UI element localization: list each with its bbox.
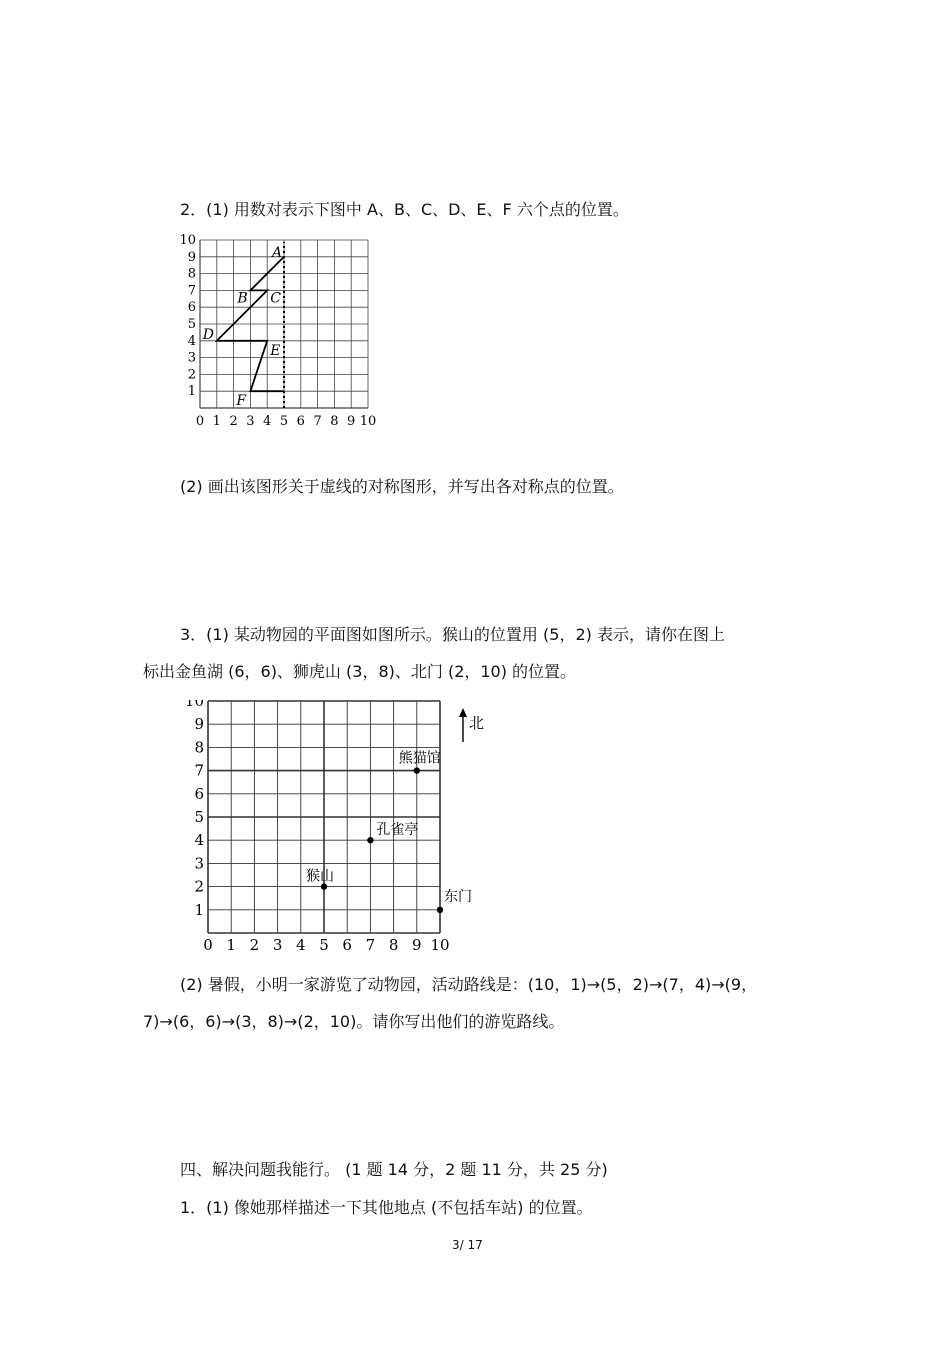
y-tick-label: 1 (187, 384, 196, 400)
x-tick-label: 6 (296, 414, 305, 429)
point-label-b: B (237, 290, 248, 307)
x-tick-label: 1 (212, 414, 221, 429)
coordinate-grid-figure-q2 (178, 230, 388, 434)
x-tick-label: 10 (430, 936, 450, 954)
y-tick-label: 9 (187, 249, 196, 265)
x-tick-label: 10 (359, 414, 377, 429)
north-label: 北 (469, 714, 485, 732)
y-tick-label: 10 (179, 233, 196, 248)
place-point (414, 767, 420, 773)
y-tick-label: 8 (194, 738, 204, 757)
y-tick-label: 8 (187, 266, 196, 282)
y-tick-label: 2 (194, 877, 204, 896)
point-label-d: D (202, 326, 215, 343)
place-label: 孔雀亭 (376, 822, 419, 839)
x-tick-label: 5 (319, 936, 329, 954)
x-tick-label: 0 (203, 936, 213, 954)
question-3-part-2-line-2: 7)→(6，6)→(3，8)→(2，10)。请你写出他们的游览路线。 (143, 1012, 565, 1031)
x-tick-label: 8 (388, 936, 399, 954)
y-tick-label: 3 (194, 854, 204, 873)
y-tick-label: 9 (194, 715, 204, 734)
x-tick-label: 2 (229, 414, 238, 429)
y-tick-label: 4 (187, 333, 196, 349)
x-tick-label: 6 (342, 936, 352, 954)
y-tick-label: 4 (194, 831, 204, 850)
x-tick-label: 3 (272, 936, 283, 954)
question-3-line-2: 标出金鱼湖 (6，6)、狮虎山 (3，8)、北门 (2，10) 的位置。 (143, 662, 577, 681)
y-tick-label: 3 (187, 350, 196, 366)
question-3-part-2-line-1: (2) 暑假，小明一家游览了动物园，活动路线是：(10，1)→(5，2)→(7，4)→(9， (180, 975, 758, 994)
page-number: 3/ 17 (452, 1238, 483, 1252)
x-tick-label: 0 (195, 414, 205, 429)
x-tick-label: 4 (263, 414, 272, 429)
y-tick-label: 2 (187, 367, 196, 383)
y-tick-label: 7 (187, 283, 196, 299)
place-point (367, 837, 373, 843)
y-tick-label: 7 (194, 761, 204, 780)
x-tick-label: 9 (347, 414, 356, 429)
x-tick-label: 9 (412, 936, 422, 954)
x-tick-label: 3 (246, 414, 255, 429)
y-tick-label: 6 (187, 300, 196, 316)
y-tick-label: 10 (184, 700, 204, 710)
question-2-part-2: (2) 画出该图形关于虚线的对称图形，并写出各对称点的位置。 (180, 477, 624, 496)
point-label-a: A (272, 244, 283, 261)
point-label-c: C (270, 290, 281, 307)
point-label-f: F (236, 393, 247, 410)
question-3-line-1: 3．(1) 某动物园的平面图如图所示。猴山的位置用 (5，2) 表示，请你在图上 (180, 625, 725, 644)
north-arrowhead-icon (459, 708, 467, 717)
place-label: 猴山 (306, 868, 334, 885)
y-tick-label: 6 (194, 784, 204, 803)
zoo-map-figure-q3 (180, 700, 490, 959)
section-4-title: 四、解决问题我能行。 (1 题 14 分，2 题 11 分，共 25 分) (180, 1160, 608, 1179)
question-2-title: 2．(1) 用数对表示下图中 A、B、C、D、E、F 六个点的位置。 (180, 200, 629, 219)
x-tick-label: 7 (365, 936, 376, 954)
x-tick-label: 1 (226, 936, 236, 954)
y-tick-label: 5 (194, 808, 204, 826)
place-point (437, 907, 443, 913)
x-tick-label: 2 (249, 936, 260, 954)
y-tick-label: 5 (187, 317, 196, 332)
place-label: 熊猫馆 (398, 750, 441, 767)
y-tick-label: 1 (194, 900, 204, 919)
x-tick-label: 5 (279, 414, 289, 429)
place-label: 东门 (444, 888, 472, 905)
x-tick-label: 7 (313, 414, 322, 429)
point-label-e: E (270, 342, 281, 359)
x-tick-label: 4 (296, 936, 306, 954)
x-tick-label: 8 (330, 414, 339, 429)
section-4-question-1: 1．(1) 像她那样描述一下其他地点 (不包括车站) 的位置。 (180, 1198, 593, 1217)
